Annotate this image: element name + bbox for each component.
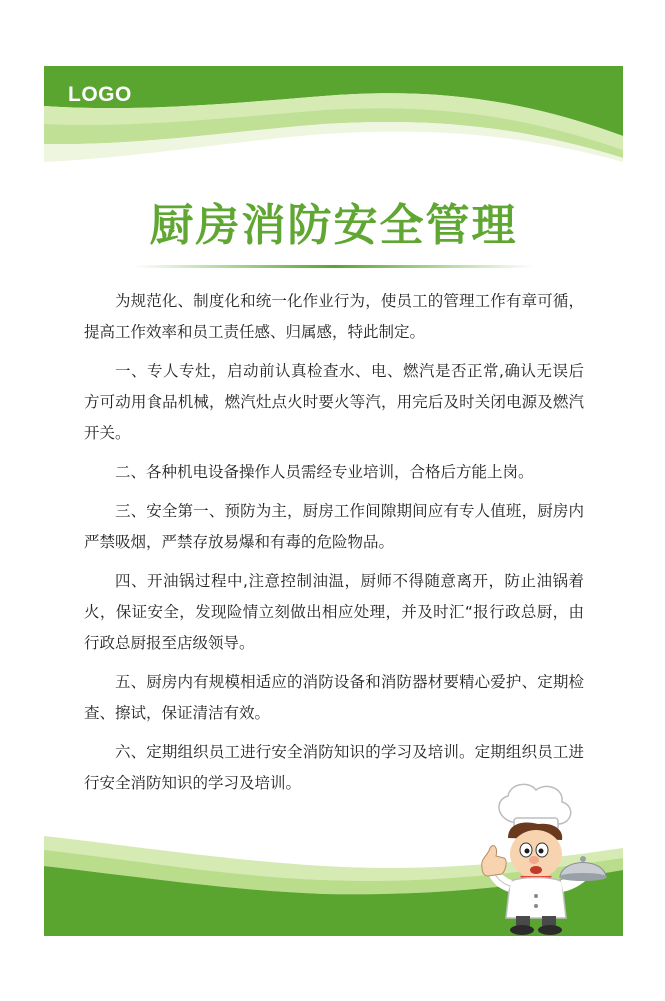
body-text xyxy=(84,286,584,807)
paragraph-intro: 为规范化、制度化和统一化作业行为，使员工的管理工作有章可循，提高工作效率和员工责任感、归属感，特此制定。 xyxy=(84,292,584,341)
paragraph-2: 二、各种机电设备操作人员需经专业培训，合格后方能上岗。 xyxy=(115,463,534,481)
poster xyxy=(44,66,623,936)
page-title: 厨房消防安全管理 xyxy=(149,200,518,251)
paragraph-1: 一、专人专灶，启动前认真检查水、电、燃汽是否正常,确认无误后方可动用食品机械，燃汽灶点火时要火等汽，用完后及时关闭电源及燃汽开关。 xyxy=(84,362,584,442)
paragraph-4: 四、开油锅过程中,注意控制油温，厨师不得随意离开，防止油锅着火，保证安全，发现险情立刻做出相应处理，并及时汇“报行政总厨，由行政总厨报至店级领导。 xyxy=(84,572,584,652)
paragraph-3: 三、安全第一、预防为主，厨房工作间隙期间应有专人值班，厨房内严禁吸烟，严禁存放易爆和有毒的危险物品。 xyxy=(84,502,584,551)
chef-mascot-icon xyxy=(442,778,607,936)
paragraph-5: 五、厨房内有规模相适应的消防设备和消防器材要精心爱护、定期检查、擦试，保证清洁有效。 xyxy=(84,673,584,722)
title-underline xyxy=(134,264,534,270)
logo: LOGO xyxy=(68,83,132,106)
paragraph-6: 六、定期组织员工进行安全消防知识的学习及培训。定期组织员工进行安全消防知识的学习及培训。 xyxy=(84,743,584,792)
